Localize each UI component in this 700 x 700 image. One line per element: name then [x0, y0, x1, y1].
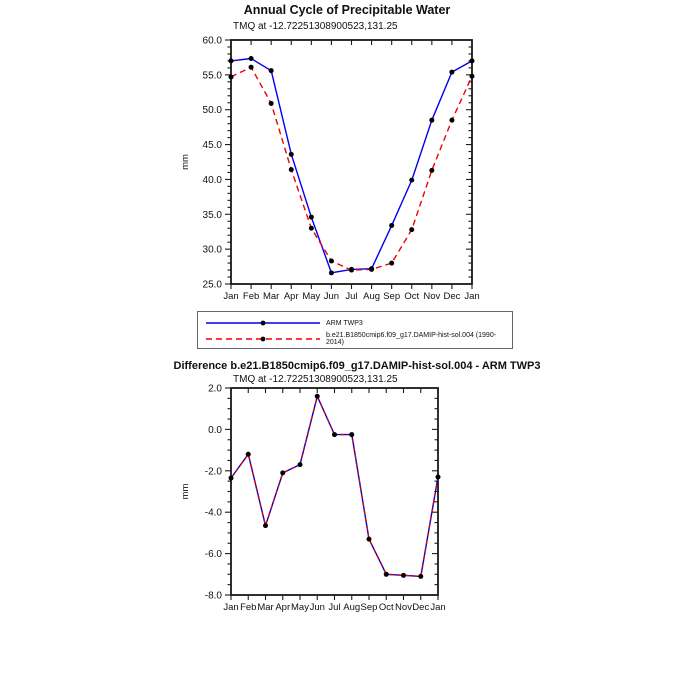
legend-label-arm-twp3: ARM TWP3 — [326, 319, 363, 327]
y-tick-label: -6.0 — [204, 549, 222, 561]
y-tick-label: 0.0 — [208, 424, 222, 436]
y-tick-label: -8.0 — [204, 590, 222, 602]
y-tick-label: -2.0 — [204, 466, 222, 478]
x-tick-label: Aug — [343, 602, 361, 613]
data-point — [315, 394, 320, 399]
legend-line-sample-solid — [204, 318, 322, 328]
x-tick-label: Dec — [412, 602, 430, 613]
data-point — [409, 178, 414, 183]
y-axis-title: mm — [180, 483, 191, 500]
x-tick-label: Nov — [395, 602, 412, 613]
x-tick-label: Oct — [404, 291, 420, 302]
x-tick-label: Jul — [328, 602, 341, 613]
x-tick-label: Aug — [363, 291, 381, 302]
x-tick-label: Jul — [345, 291, 358, 302]
x-tick-label: Oct — [378, 602, 394, 613]
data-point — [409, 227, 414, 232]
data-point — [229, 476, 234, 481]
y-tick-label: 55.0 — [202, 70, 222, 82]
x-tick-label: Apr — [275, 602, 291, 613]
difference-subtitle: TMQ at -12.72251308900523,131.25 — [233, 374, 398, 385]
x-tick-label: Feb — [242, 291, 260, 302]
data-point — [280, 470, 285, 475]
series-line-0 — [231, 59, 472, 273]
x-tick-label: Mar — [262, 291, 280, 302]
x-axis — [223, 388, 445, 613]
y-tick-label: 2.0 — [208, 383, 222, 395]
y-tick-label: 30.0 — [202, 244, 222, 256]
data-point — [384, 572, 389, 577]
data-point — [436, 475, 441, 480]
plot-frame — [231, 388, 438, 595]
series-line-1 — [231, 67, 472, 270]
data-point — [449, 118, 454, 123]
data-point — [369, 267, 374, 272]
x-tick-label: Mar — [257, 602, 274, 613]
y-tick-label: 50.0 — [202, 105, 222, 117]
data-point — [389, 223, 394, 228]
data-point — [418, 574, 423, 579]
x-tick-label: May — [291, 602, 309, 613]
data-point — [429, 118, 434, 123]
data-point — [269, 68, 274, 73]
data-point — [249, 56, 254, 61]
x-axis — [223, 40, 479, 302]
series-line-0-overlay — [231, 396, 438, 576]
legend-label-model: b.e21.B1850cmip6.f09_g17.DAMIP-hist-sol.004 (1990-2014) — [326, 332, 497, 346]
difference-chart — [180, 384, 446, 614]
data-point — [246, 452, 251, 457]
legend-row-arm-twp3 — [204, 315, 512, 331]
data-point — [332, 432, 337, 437]
x-tick-label: Nov — [423, 291, 441, 302]
data-point — [263, 523, 268, 528]
y-tick-label: 40.0 — [202, 174, 222, 186]
data-point — [389, 261, 394, 266]
series-line-0 — [231, 396, 438, 576]
y-tick-label: 25.0 — [202, 279, 222, 291]
x-tick-label: Jun — [309, 602, 325, 613]
data-point — [349, 432, 354, 437]
y-tick-label: 45.0 — [202, 140, 222, 152]
data-point — [470, 58, 475, 63]
x-tick-label: May — [302, 291, 321, 302]
y-tick-label: -4.0 — [204, 507, 222, 519]
data-point — [449, 70, 454, 75]
x-tick-label: Dec — [443, 291, 461, 302]
y-axis — [205, 384, 438, 602]
x-tick-label: Jan — [223, 602, 239, 613]
y-tick-label: 60.0 — [202, 35, 222, 47]
data-point — [289, 152, 294, 157]
data-point — [298, 462, 303, 467]
x-tick-label: Sep — [383, 291, 401, 302]
data-point — [229, 58, 234, 63]
x-tick-label: Jan — [430, 602, 446, 613]
data-point — [349, 268, 354, 273]
data-point — [401, 573, 406, 578]
x-tick-label: Sep — [360, 602, 378, 613]
annual-cycle-chart — [180, 36, 480, 303]
difference-title: Difference b.e21.B1850cmip6.f09_g17.DAMIP-hist-sol.004 - ARM TWP3 — [173, 360, 541, 372]
data-point — [269, 101, 274, 106]
data-point — [249, 65, 254, 70]
legend-line-sample-dashed — [204, 334, 322, 344]
data-point — [309, 226, 314, 231]
x-tick-label: Jan — [464, 291, 480, 302]
plot-frame — [231, 40, 472, 284]
data-point — [289, 167, 294, 172]
y-axis — [203, 36, 472, 291]
x-tick-label: Feb — [240, 602, 257, 613]
annual-cycle-title: Annual Cycle of Precipitable Water — [243, 3, 451, 17]
data-point — [329, 258, 334, 263]
x-tick-label: Jun — [323, 291, 340, 302]
data-point — [229, 74, 234, 79]
y-axis-title: mm — [180, 154, 191, 170]
annual-cycle-subtitle: TMQ at -12.72251308900523,131.25 — [233, 21, 398, 32]
x-tick-label: Apr — [283, 291, 299, 302]
data-point — [470, 74, 475, 79]
data-point — [367, 537, 372, 542]
data-point — [309, 215, 314, 220]
legend-row-model — [204, 331, 512, 347]
legend — [197, 311, 513, 349]
y-tick-label: 35.0 — [202, 209, 222, 221]
x-tick-label: Jan — [223, 291, 239, 302]
data-point — [329, 270, 334, 275]
data-point — [429, 168, 434, 173]
